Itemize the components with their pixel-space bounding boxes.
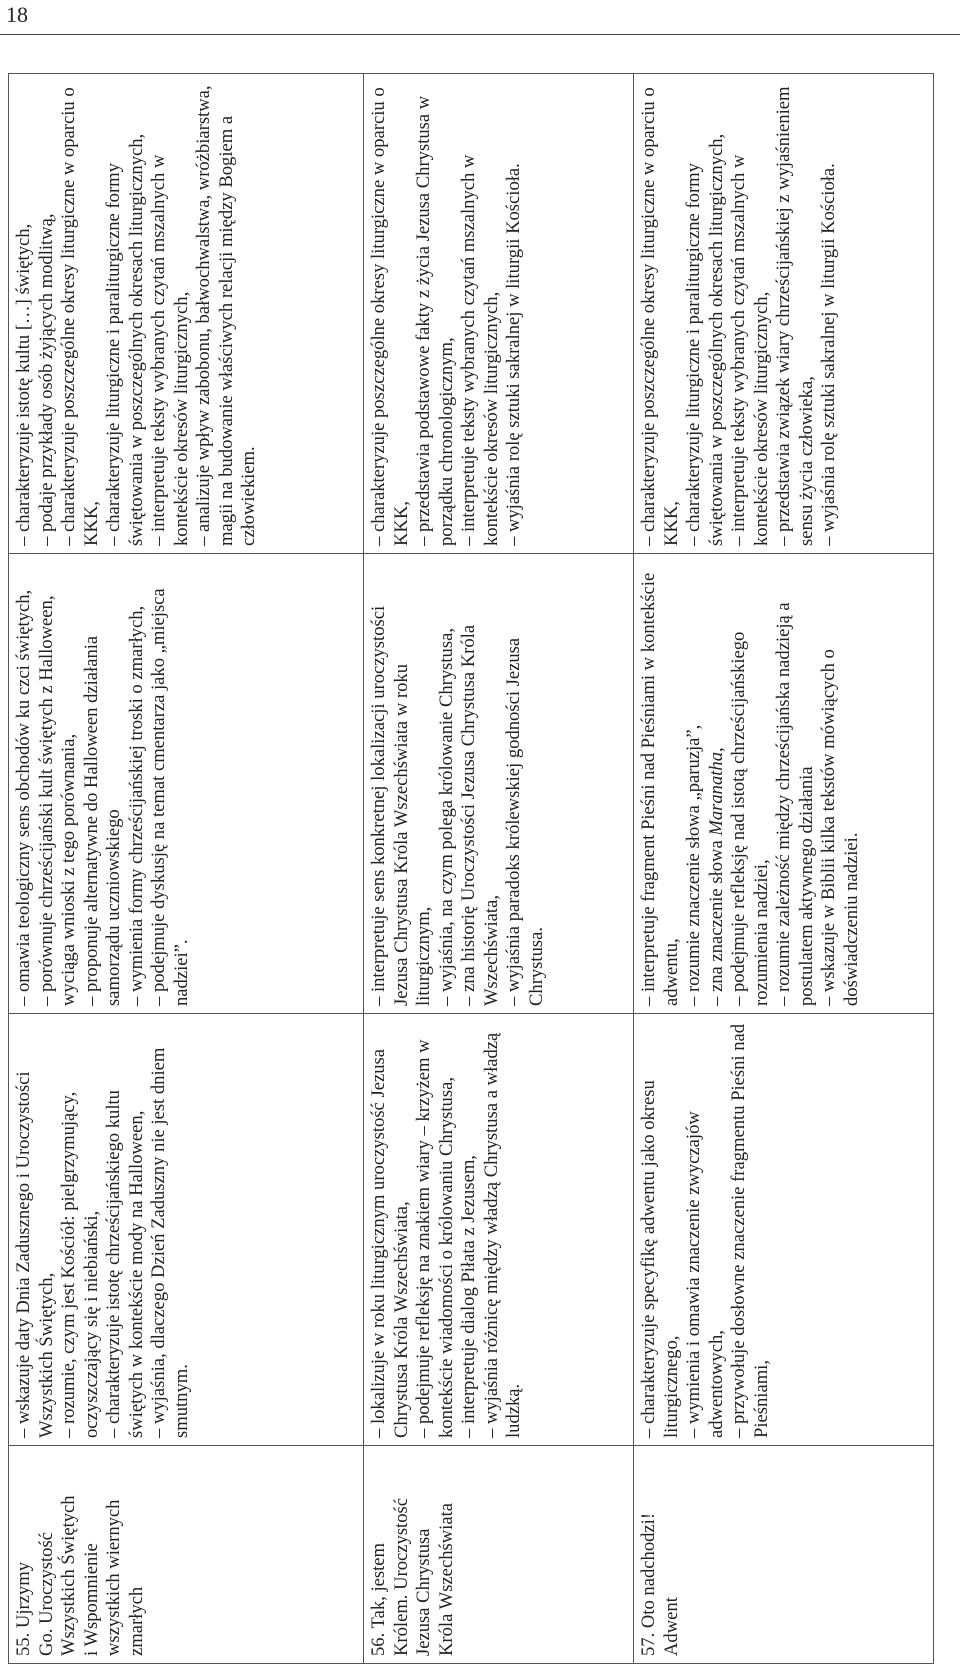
requirement-item: – interpretuje dialog Piłata z Jezusem, <box>458 1155 479 1438</box>
curriculum-table <box>8 73 934 1664</box>
skill-item: – charakteryzuje istotę kultu […] świętych, <box>13 223 34 546</box>
skill-item: – wyjaśnia rolę sztuki sakralnej w liturgii Kościoła. <box>503 163 524 546</box>
requirement-item: – lokalizuje w roku liturgicznym uroczystość Jezusa Chrystusa Króla Wszechświata, <box>368 1049 412 1438</box>
topic-line: 57. Oto nadchodzi! <box>638 1512 659 1656</box>
skill-item: – charakteryzuje liturgiczne i paraliturgiczne formy świętowania w poszczególnych okresach liturgicznych, <box>103 133 147 546</box>
requirement-item: – proponuje alternatywne do Halloween działania samorządu uczniowskiego <box>80 635 124 1006</box>
requirement-item: – interpretuje fragment Pieśni nad Pieśniami w kontekście adwentu, <box>638 572 682 1006</box>
requirement-item: – omawia teologiczny sens obchodów ku czci świętych, <box>13 589 34 1006</box>
topic-line: Wszystkich Świętych <box>58 1495 79 1656</box>
topic-cell <box>634 1446 934 1664</box>
topic-line: Królem. Uroczystość <box>390 1497 412 1656</box>
requirement-item: – rozumie zależność między chrześcijańska nadzieją a postulatem aktywnego działania <box>773 602 817 1006</box>
curriculum-table-rotated <box>8 74 934 1664</box>
requirement-item: – charakteryzuje istotę chrześcijańskiego kultu świętych w kontekście mody na Halloween, <box>103 1090 147 1438</box>
requirement-item: – podejmuje refleksję na znakiem wiary – krzyżem w kontekście wiadomości o królowaniu Chrystusa, <box>413 1039 457 1438</box>
requirement-item: – interpretuje sens konkretnej lokalizacji uroczystości Jezusa Chrystusa Króla Wszechświata w roku liturgicznym, <box>368 605 434 1006</box>
topic-cell <box>9 1446 364 1664</box>
topic-line: Go. Uroczystość <box>35 1532 57 1656</box>
requirement-item: – charakteryzuje specyfikę adwentu jako okresu liturgicznego, <box>638 1080 682 1438</box>
requirement-item: – przywołuje dosłowne znaczenie fragmentu Pieśni nad Pieśniami, <box>728 1023 772 1438</box>
skills-cell <box>634 74 934 554</box>
requirement-item: – rozumie znaczenie słowa „paruzja”, <box>683 724 704 1006</box>
skill-item: – interpretuje teksty wybranych czytań mszalnych w kontekście okresów liturgicznych, <box>728 154 772 546</box>
extended-requirements-cell <box>364 554 634 1014</box>
requirement-item: – wyjaśnia, dlaczego Dzień Zaduszny nie jest dniem smutnym. <box>148 1047 192 1438</box>
requirement-item: – podejmuje dyskusję na temat cmentarza jako „miejsca nadziei”. <box>148 588 192 1006</box>
basic-requirements-cell <box>634 1014 934 1446</box>
skill-item: – interpretuje teksty wybranych czytań mszalnych w kontekście okresów liturgicznych, <box>458 154 502 546</box>
requirement-item: – rozumie, czym jest Kościół: pielgrzymujący, oczyszczający się i niebiański, <box>58 1091 102 1438</box>
skill-item: – charakteryzuje poszczególne okresy liturgiczne w oparciu o KKK, <box>638 87 682 546</box>
skill-item: – analizuje wpływ zabobonu, bałwochwalstwa, wróżbiarstwa, magii na budowanie właściwych relacji między Bogiem a człowiekiem. <box>193 85 259 546</box>
requirement-item: – wskazuje w Biblii kilka tekstów mówiących o doświadczeniu nadziei. <box>818 649 862 1006</box>
skills-cell <box>364 74 634 554</box>
skill-item: – przedstawia związek wiary chrześcijańskiej z wyjaśnieniem sensu życia człowieka, <box>773 86 817 546</box>
skill-item: – charakteryzuje poszczególne okresy liturgiczne w oparciu o KKK, <box>58 87 102 546</box>
requirement-item: – podejmuje refleksję nad istotą chrześcijańskiego rozumienia nadziei, <box>728 631 772 1006</box>
extended-requirements-cell <box>634 554 934 1014</box>
topic-line: 55. Ujrzymy <box>13 1562 34 1656</box>
requirement-item: – wymienia i omawia znaczenie zwyczajów adwentowych, <box>683 1111 727 1438</box>
basic-requirements-cell <box>364 1014 634 1446</box>
skill-item: – charakteryzuje liturgiczne i paraliturgiczne formy świętowania w poszczególnych okresach liturgicznych, <box>683 133 727 546</box>
requirement-item: – porównuje chrześcijański kult świętych z Halloween, wyciąga wnioski z tego porównania, <box>35 595 79 1006</box>
topic-line: 56. Tak, jestem <box>368 1543 389 1656</box>
requirement-item: – wskazuje daty Dnia Zadusznego i Uroczystości Wszystkich Świętych, <box>13 1071 57 1438</box>
requirement-item: – zna historię Uroczystości Jezusa Chrystusa Króla Wszechświata, <box>458 624 502 1006</box>
skill-item: – podaje przykłady osób żyjących modlitwą, <box>35 213 57 546</box>
skill-item: – przedstawia podstawowe fakty z życia Jezusa Chrystusa w porządku chronologicznym, <box>413 95 457 546</box>
requirement-item: – wyjaśnia, na czym polega królowanie Chrystusa, <box>435 628 457 1006</box>
topic-line: Adwent <box>660 1597 682 1656</box>
table-row <box>634 74 934 1664</box>
extended-requirements-cell <box>9 554 364 1014</box>
requirement-item: – wymienia formy chrześcijańskiej troski o zmarłych, <box>125 605 147 1006</box>
topic-cell <box>364 1446 634 1664</box>
table-row <box>9 74 364 1664</box>
maranatha-suffix: , <box>705 747 727 752</box>
maranatha-prefix: – zna znaczenie słowa <box>705 835 727 1006</box>
table-row <box>364 74 634 1664</box>
header-rule <box>0 34 960 35</box>
skill-item: – interpretuje teksty wybranych czytań mszalnych w kontekście okresów liturgicznych, <box>148 154 192 546</box>
skill-item: – wyjaśnia rolę sztuki sakralnej w liturgii Kościoła. <box>818 163 839 546</box>
requirement-item: – wyjaśnia różnicę między władzą Chrystusa a władzą ludzką. <box>480 1032 524 1438</box>
maranatha-word: Maranatha <box>705 751 727 836</box>
topic-line: zmarłych <box>125 1586 147 1656</box>
topic-line: Króla Wszechświata <box>435 1503 457 1656</box>
skills-cell <box>9 74 364 554</box>
skill-item: – charakteryzuje poszczególne okresy liturgiczne w oparciu o KKK, <box>368 87 412 546</box>
topic-line: i Wspomnienie <box>80 1543 102 1656</box>
requirement-item-maranatha <box>706 561 729 1006</box>
topic-line: wszystkich wiernych <box>103 1499 124 1656</box>
requirement-item: – wyjaśnia paradoks królewskiej godności Jezusa Chrystusa. <box>503 637 547 1006</box>
basic-requirements-cell <box>9 1014 364 1446</box>
page-number: 18 <box>6 2 28 27</box>
topic-line: Jezusa Chrystusa <box>413 1528 434 1656</box>
